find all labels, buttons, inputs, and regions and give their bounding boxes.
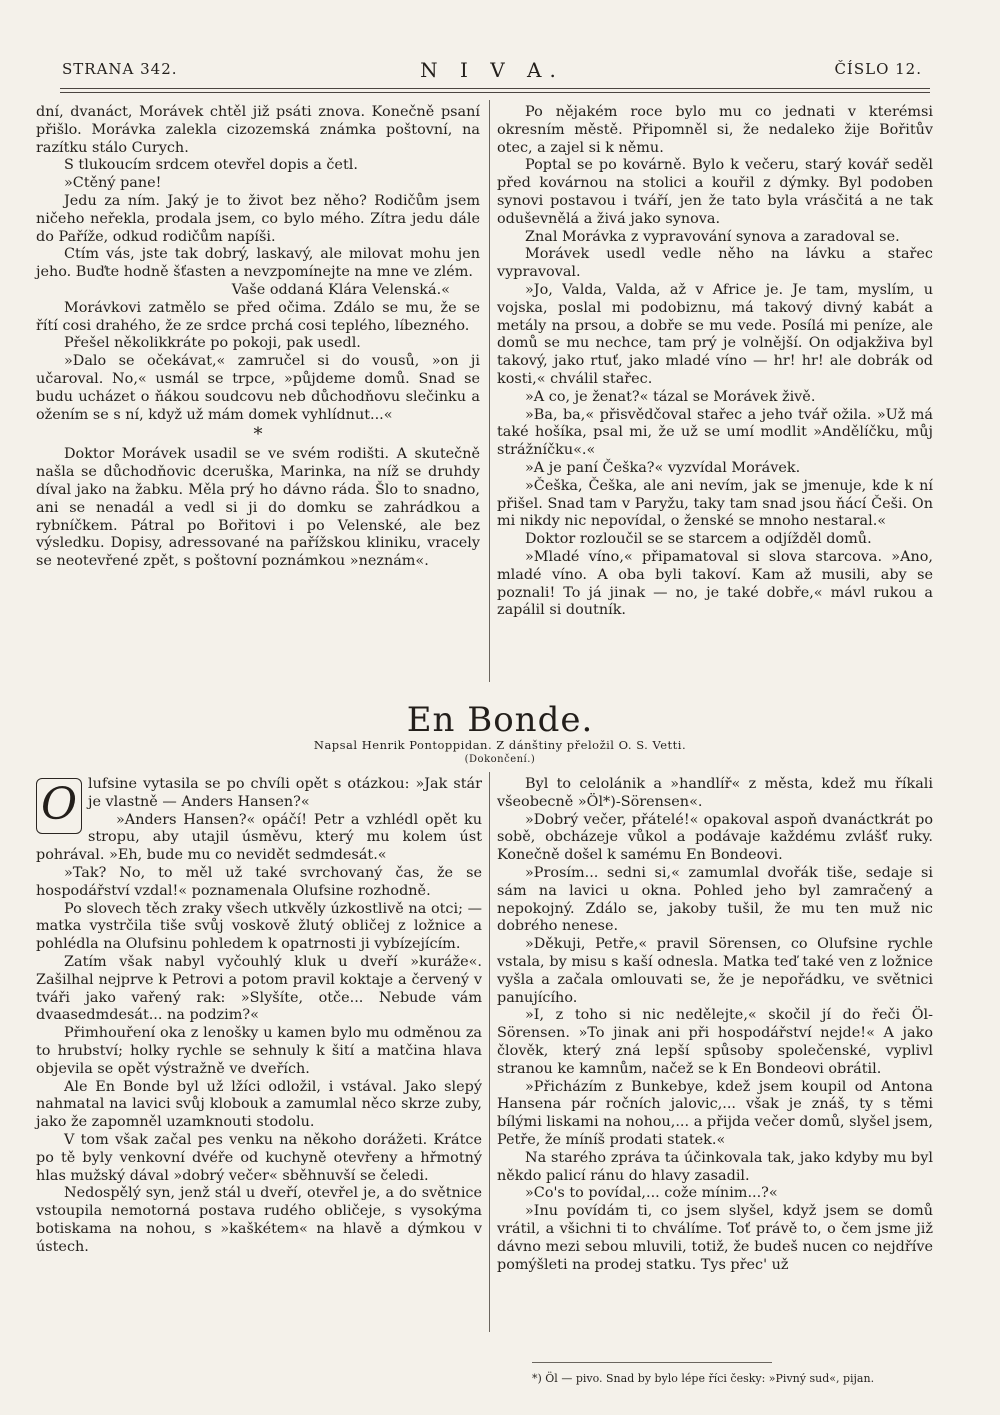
paragraph: »A je paní Češka?« vyzvídal Morávek. xyxy=(525,459,801,476)
paragraph: »Ba, ba,« přisvědčoval stařec a jeho tvář ožila. »Už má také hošíka, psal mi, že už se umí modlit »Andělíčku, můj strážníčku«.« xyxy=(497,406,933,459)
paragraph: »Prosím... sedni si,« zamumlal dvořák tiše, sedaje si sám na lavici u okna. Pohled jeho byl zamračený a nepokojný. Zdálo se, jakoby tušil, že mu ten muž nic dobrého nenese. xyxy=(497,864,933,935)
paragraph: »Češka, Češka, ale ani nevím, jak se jmenuje, kde k ní přišel. Snad tam v Paryžu, taky tam snad jsou ňácí Češi. On mi nikdy nic nepovídal, o ženské se mnoho nestaral.« xyxy=(497,477,933,530)
footnote: *) Öl — pivo. Snad by bylo lépe říci česky: »Pivný sud«, pijan. xyxy=(532,1372,875,1385)
column-bottom-right xyxy=(497,776,933,1274)
paragraph: »Tak? No, to měl už také svrchovaný čas, že se hospodářství vzdal!« poznamenala Olufsine rozhodně. xyxy=(36,864,482,899)
paragraph: Jedu za ním. Jaký je to život bez něho? Rodičům jsem ničeho neřekla, prodala jsem, co bylo mého. Zítra jedu dále do Paříže, odkud rodičům napíši. xyxy=(36,192,480,245)
footnote-rule xyxy=(532,1362,772,1363)
paragraph: Morávkovi zatmělo se před očima. Zdálo se mu, že se řítí cosi drahého, že ze srdce prchá cosi teplého, líbezného. xyxy=(36,299,480,334)
paragraph: lufsine vytasila se po chvíli opět s otázkou: »Jak stár je vlastně — Anders Hansen?« xyxy=(88,776,482,810)
section-break: * xyxy=(253,424,263,446)
paragraph: Znal Morávka z vypravování synova a zaradoval se. xyxy=(525,228,900,245)
column-top-left xyxy=(36,104,480,571)
paragraph: »I, z toho si nic nedělejte,« skočil jí do řeči Öl-Sörensen. »To jinak ani při hospodářství nejde!« A jako člověk, který zná lepší spůsoby společenské, vyplivl stranou ke kamnům, načež se k En Bondeovi obrátil. xyxy=(497,1007,933,1077)
paragraph: »Dalo se očekávat,« zamručel si do vousů, »on ji učaroval. No,« usmál se trpce, »půjdeme domů. Snad se budu ucházet o ňákou soudcovu neb důchodňovu slečinku a ožením se s ní, když už mám domek vyhlídnut...« xyxy=(36,353,480,423)
header-rule xyxy=(60,88,930,89)
running-header xyxy=(62,60,922,84)
column-bottom-left xyxy=(36,776,482,1257)
paragraph: Přešel několikkráte po pokoji, pak usedl. xyxy=(64,335,361,352)
paragraph: Na starého zpráva ta účinkovala tak, jako kdyby mu byl někdo palicí ránu do hlavy zasadil. xyxy=(497,1149,933,1184)
paragraph: Doktor rozloučil se se starcem a odjížděl domů. xyxy=(525,531,872,548)
paragraph: »Inu povídám ti, co jsem slyšel, když jsem se domů vrátil, a všichni ti to chválíme. Toť právě to, o čem jsme již dávno mezi sebou mluvili, totiž, že budeš nucen co nejdříve pomýšleti na prodej statku. Tys přec' už xyxy=(497,1203,933,1273)
column-divider xyxy=(489,100,490,682)
drop-cap: O xyxy=(36,778,82,834)
story-title: En Bonde. xyxy=(406,700,594,740)
page-number: STRANA 342. xyxy=(62,60,178,78)
issue-number: ČÍSLO 12. xyxy=(834,60,922,78)
column-divider xyxy=(489,772,490,1332)
paragraph: Doktor Morávek usadil se ve svém rodišti. A skutečně našla se důchodňovic dceruška, Marinka, na níž se druhdy díval jako na žabku. Měla prý ho dávno ráda. Šlo to snadno, ani se nenadál a vedl si ji do domku se zahrádkou a rybníčkem. Pátral po Bořitovi i po Velenské, ale bez výsledku. Dopisy, adressované na pařížskou kliniku, vracely se neotevřené zpět, s poštovní poznámkou »neznám«. xyxy=(36,446,480,570)
paragraph: Po slovech těch zraky všech utkvěly úzkostlivě na otci; — matka vystrčila tiše svůj voskově žlutý obličej z ložnice a pohlédla na Olufsinu pohledem k opatrnosti ji vybízejícím. xyxy=(36,900,482,953)
paragraph: dní, dvanáct, Morávek chtěl již psáti znova. Konečně psaní přišlo. Morávka zalekla cizozemská známka poštovní, na razítku stálo Curych. xyxy=(36,104,480,156)
paragraph: Morávek usedl vedle něho na lávku a stařec vypravoval. xyxy=(497,246,933,281)
paragraph: »Přicházím z Bunkebye, kdež jsem koupil od Antona Hansena pár ročních jalovic,... však je znáš, ty s těmi bílými liskami na nohou,... a přijda večer domů, slyšel jsem, Petře, že míníš prodati statek.« xyxy=(497,1078,933,1148)
paragraph: Poptal se po kovárně. Bylo k večeru, starý kovář seděl před kovárnou na stolici a kouřil z dýmky. Byl podoben synovi postavou i tváří, jen že tato byla vrásčitá a ne tak oduševnělá a živá jako synova. xyxy=(497,157,933,227)
paragraph: »A co, je ženat?« tázal se Morávek živě. xyxy=(525,388,816,405)
paragraph: Zatím však nabyl vyčouhlý kluk u dveří »kuráže«. Zašilhal nejprve k Petrovi a potom pravil koktaje a červený v tváři jako vařený rak: »Slyšíte, otče... Nebude vám dvaasedmdesát... na podzim?« xyxy=(36,953,482,1024)
paragraph: »Mladé víno,« připamatoval si slova starcova. »Ano, mladé víno. A oba byli takoví. Kam až musili, aby se poznali! To já jinak — no, je také dobře,« mávl rukou a zapálil si doutník. xyxy=(497,548,933,619)
header-rule xyxy=(60,92,930,93)
paragraph: Po nějakém roce bylo mu co jednati v kterémsi okresním městě. Připomněl si, že nedaleko žije Bořitův otec, a zajel si k němu. xyxy=(497,104,933,156)
paragraph: »Ctěný pane! xyxy=(64,175,162,192)
journal-title: N I V A. xyxy=(420,58,564,82)
paragraph: Vaše oddaná Klára Velenská.« xyxy=(231,281,450,298)
paragraph: Nedospělý syn, jenž stál u dveří, otevřel je, a do světnice vstoupila nemotorná postava rudého obličeje, s vysokýma botiskama na nohou, s »kaškétem« na hlavě a dýmkou v ústech. xyxy=(36,1185,482,1255)
paragraph: Byl to celolánik a »handlíř« z města, kdež mu říkali všeobecně »Öl*)-Sörensen«. xyxy=(497,776,933,810)
paragraph: Ale En Bonde byl už lžíci odložil, i vstával. Jako slepý nahmatal na lavici svůj klobouk a zamumlal něco skrze zuby, jako že zapomněl uzamknouti stodolu. xyxy=(36,1078,482,1131)
column-top-right xyxy=(497,104,933,620)
paragraph: »Co's to povídal,... cože mínim...?« xyxy=(525,1185,778,1202)
paragraph: Přimhouření oka z lenošky u kamen bylo mu odměnou za to hrubství; holky rychle se sehnuly k šití a matčina hlava objevila se opět výstražně ve dveřích. xyxy=(36,1025,482,1077)
story-byline: Napsal Henrik Pontoppidan. Z dánštiny přeložil O. S. Vetti. xyxy=(313,738,687,752)
paragraph: Ctím vás, jste tak dobrý, laskavý, ale milovat mohu jen jeho. Buďte hodně šťasten a nevzpomínejte na mne ve zlém. xyxy=(36,246,480,281)
paragraph: »Děkuji, Petře,« pravil Sörensen, co Olufsine rychle vstala, by misu s kaší odnesla. Matka teď také ven z ložnice vyšla a začala omlouvati se, že je nepořádku, ve světnici panujícího. xyxy=(497,936,933,1006)
paragraph: »Anders Hansen?« opáčí! Petr a vzhlédl opět ku stropu, aby utajil úsměvu, který mu kolem úst pohrával. »Eh, bude mu co nevidět sedmdesát.« xyxy=(36,811,482,864)
paragraph: S tlukoucím srdcem otevřel dopis a četl. xyxy=(64,157,358,174)
paragraph: »Jo, Valda, Valda, až v Africe je. Je tam, myslím, u vojska, poslal mi podobiznu, má takový divný kabát a metály na prsou, a dobře se mu vede. Posílá mi peníze, ale domů se mu nechce, tam prý je volnější. On odjakživa byl takový, jako rtuť, jako mladé víno — hr! hr! ale dobrák od kosti,« chválil stařec. xyxy=(497,281,933,387)
paragraph: V tom však začal pes venku na někoho dorážeti. Krátce po tě byly venkovní dvéře od kuchyně otevřeny a hřmotný hlas mužský dával »dobrý večer« sběhnuvší se čeledi. xyxy=(36,1131,482,1184)
paragraph: »Dobrý večer, přátelé!« opakoval aspoň dvanáctkrát po sobě, obcházeje vůkol a podávaje každému zvlášť ruky. Konečně došel k samému En Bondeovi. xyxy=(497,811,933,864)
continued-note: (Dokončení.) xyxy=(464,754,536,765)
